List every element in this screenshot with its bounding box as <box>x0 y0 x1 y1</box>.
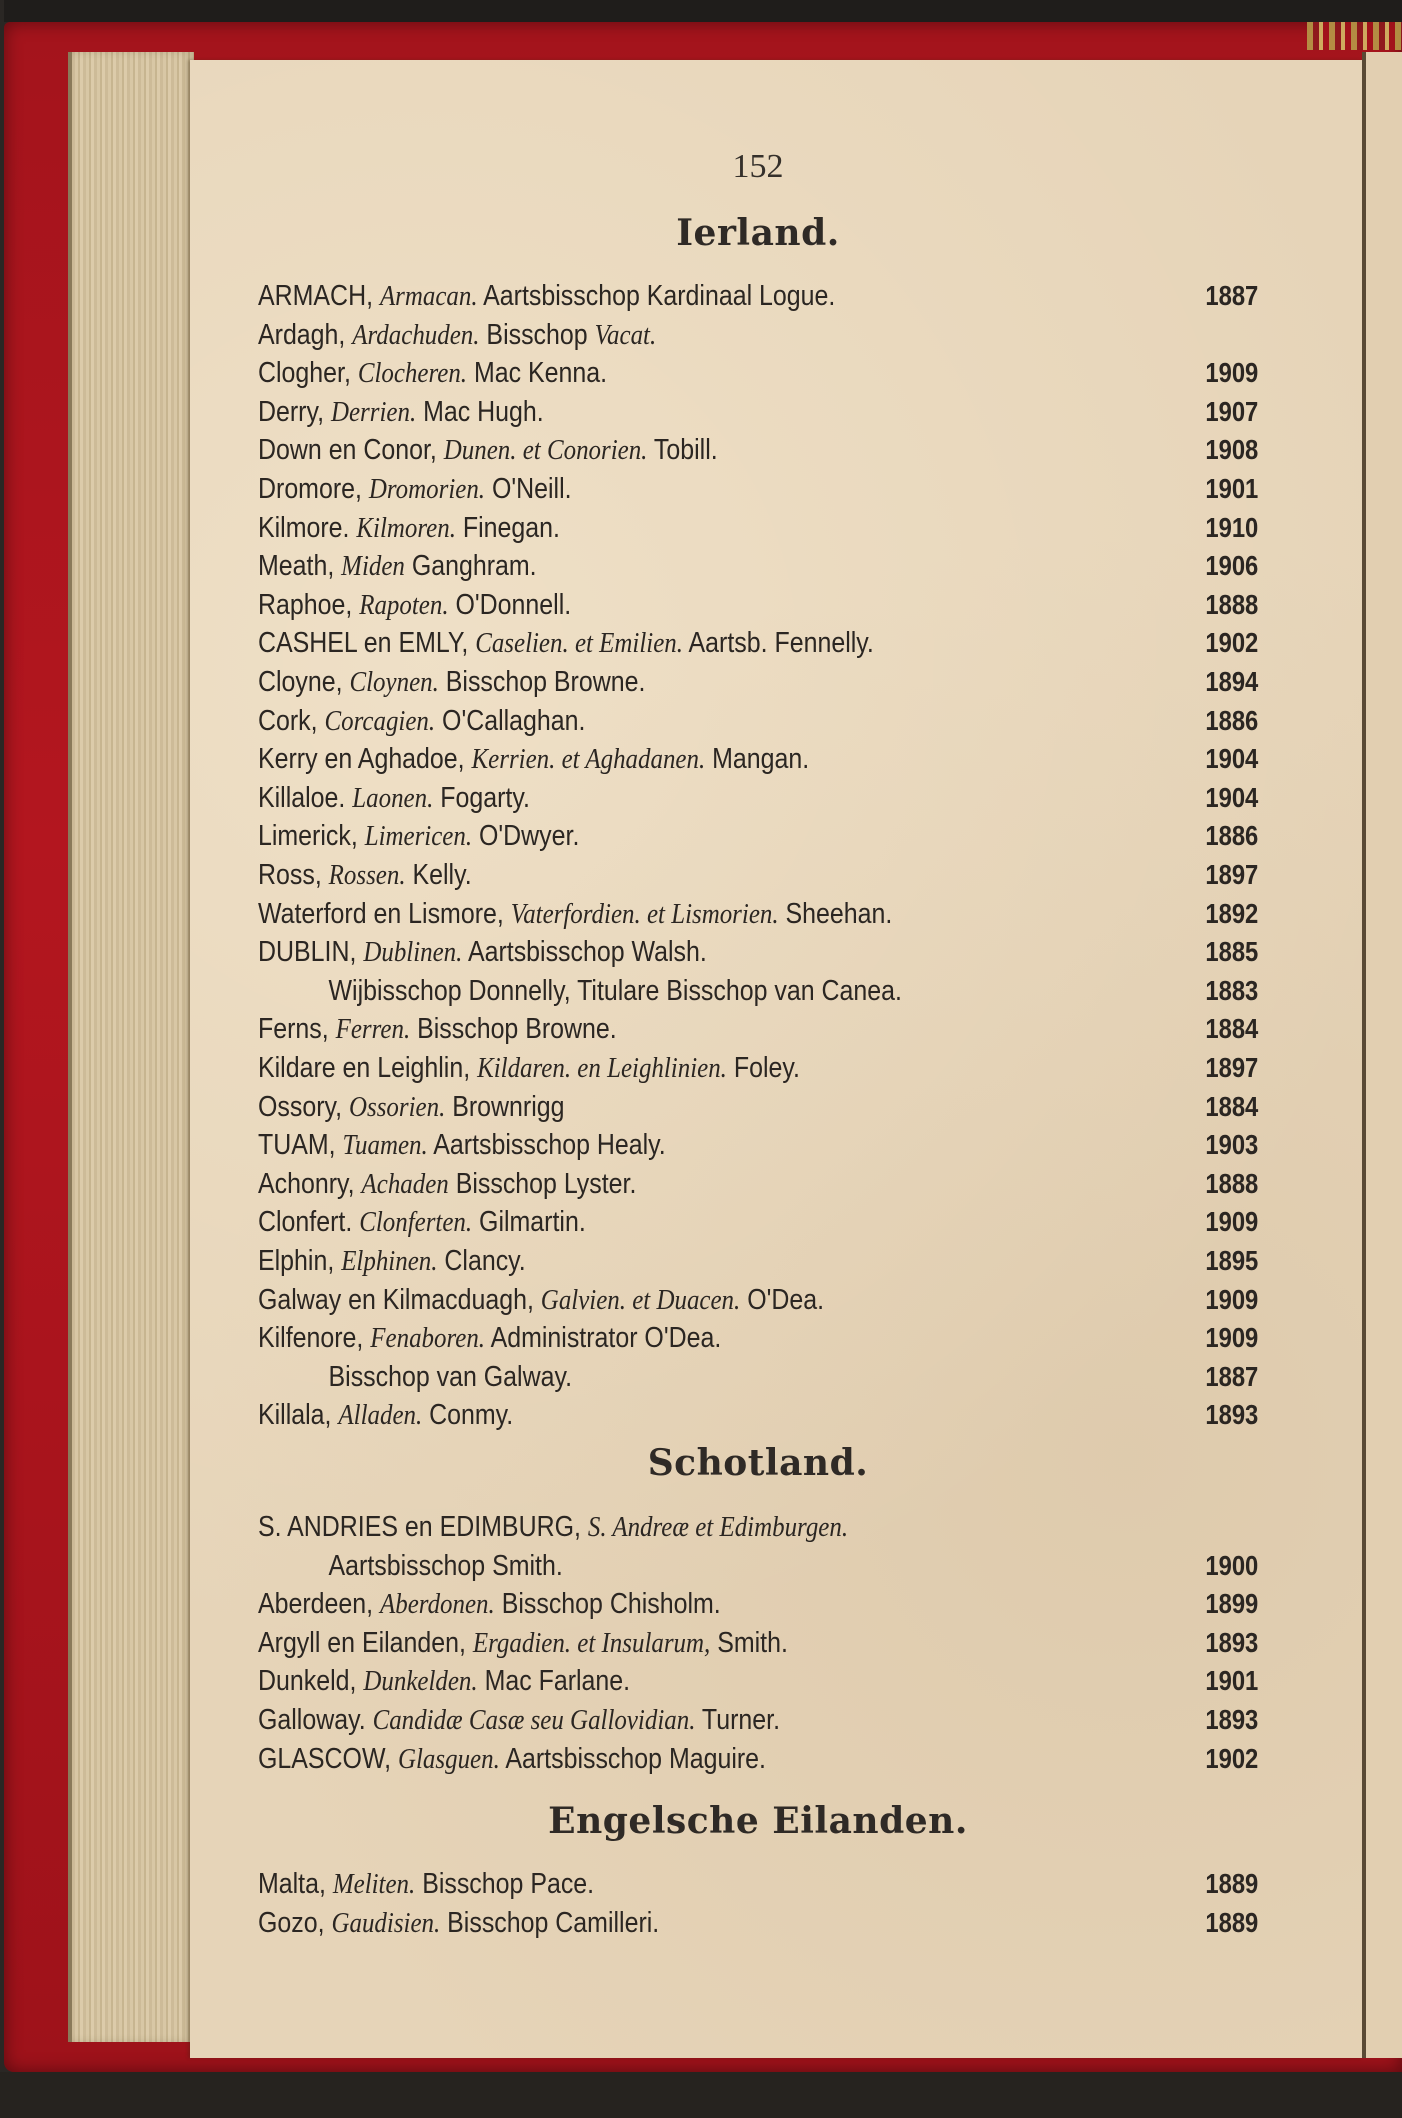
diocese-entry <box>258 1088 1258 1126</box>
entry-text <box>258 740 809 778</box>
entry-text <box>258 1319 721 1357</box>
latin-name: Candidæ Casæ seu Gallovidian. <box>372 1704 696 1736</box>
appointment-year: 1884 <box>1205 1013 1258 1045</box>
latin-name: Derrien. <box>330 395 417 428</box>
diocese-name: Ross, <box>258 859 329 891</box>
entry-text <box>258 1662 630 1700</box>
bishop-name: Tobill. <box>647 434 718 467</box>
latin-name: Ergadien. et Insularum, <box>472 1626 711 1659</box>
diocese-entry <box>258 1547 1258 1585</box>
entry-text <box>258 1396 513 1434</box>
latin-name: Caselien. et Emilien. <box>475 627 683 660</box>
diocese-name: Wijbisschop Donnelly, Titulare Bisschop van Canea. <box>328 974 902 1007</box>
appointment-year: 1899 <box>1205 1588 1258 1620</box>
entry-text <box>258 1865 594 1903</box>
latin-name: Rapoten. <box>359 588 449 621</box>
bishop-name: Clancy. <box>437 1245 526 1277</box>
diocese-name: ARMACH, <box>258 280 380 312</box>
diocese-entry <box>258 1165 1258 1203</box>
bishop-name: Aartsbisschop Kardinaal Logue. <box>477 280 836 312</box>
appointment-year: 1884 <box>1205 1090 1258 1122</box>
bishop-name: O'Donnell. <box>448 588 572 621</box>
diocese-entry <box>258 1319 1258 1357</box>
entry-text <box>258 817 579 855</box>
diocese-entry <box>258 1740 1258 1778</box>
latin-name: Ossorien. <box>348 1090 446 1123</box>
latin-name: Corcagien. <box>324 704 436 737</box>
diocese-name: S. ANDRIES en EDIMBURG, <box>258 1511 588 1543</box>
diocese-entry <box>258 1701 1258 1739</box>
bishop-name: Bisschop Camilleri. <box>440 1906 660 1939</box>
diocese-entry <box>258 470 1258 508</box>
latin-name: Kerrien. et Aghadanen. <box>471 743 706 776</box>
entry-text <box>258 509 560 547</box>
appointment-year: 1889 <box>1205 1906 1258 1938</box>
appointment-year: 1902 <box>1205 1742 1258 1774</box>
entry-text <box>258 663 645 701</box>
diocese-entry <box>258 740 1258 778</box>
bishop-name: Ganghram. <box>404 550 537 583</box>
latin-name: Armacan. <box>379 280 478 312</box>
bishop-name: Finegan. <box>455 511 560 544</box>
appointment-year: 1910 <box>1205 511 1258 543</box>
appointment-year: 1909 <box>1205 1322 1258 1354</box>
bishop-name: Gilmartin. <box>472 1206 586 1239</box>
diocese-name: Meath, <box>258 550 342 583</box>
appointment-year: 1888 <box>1205 1167 1258 1199</box>
latin-name: Vaterfordien. et Lismorien. <box>510 897 779 930</box>
bishop-name: Bisschop Chisholm. <box>494 1588 721 1621</box>
entry-text <box>258 856 472 894</box>
diocese-name: Derry, <box>258 395 331 428</box>
latin-name: Gaudisien. <box>331 1906 441 1939</box>
bishop-name: O'Dea. <box>740 1283 825 1316</box>
section-title: Ierland. <box>676 212 840 254</box>
bishop-name: Kelly. <box>405 859 472 891</box>
entry-text <box>258 354 607 392</box>
latin-name: Clocheren. <box>357 357 468 390</box>
bishop-name: Bisschop Pace. <box>415 1868 595 1900</box>
bishop-name: O'Callaghan. <box>435 704 586 737</box>
entry-text <box>258 1242 526 1280</box>
bishop-name: O'Dwyer. <box>472 820 580 853</box>
entry-text <box>258 1358 572 1396</box>
entry-text <box>258 624 874 662</box>
diocese-name: TUAM, <box>258 1129 343 1162</box>
diocese-entry <box>258 1203 1258 1241</box>
entry-text <box>258 1701 780 1739</box>
diocese-entry <box>258 354 1258 392</box>
page-edges <box>68 52 194 2042</box>
section-title: Engelsche Eilanden. <box>548 1800 968 1842</box>
diocese-name: Gozo, <box>258 1906 332 1939</box>
diocese-name: Ossory, <box>258 1090 349 1123</box>
appointment-year: 1893 <box>1205 1626 1258 1658</box>
entry-text <box>258 547 537 585</box>
entry-text <box>258 1585 721 1623</box>
appointment-year: 1906 <box>1205 550 1258 582</box>
appointment-year: 1888 <box>1205 588 1258 620</box>
appointment-year: 1907 <box>1205 395 1258 427</box>
appointment-year: 1883 <box>1205 974 1258 1006</box>
entry-text <box>258 1010 617 1048</box>
bishop-name: Turner. <box>695 1704 781 1736</box>
entry-text <box>258 393 544 431</box>
diocese-entry <box>258 1508 1258 1546</box>
entry-text <box>258 316 656 354</box>
diocese-name: Malta, <box>258 1868 333 1900</box>
latin-name: Meliten. <box>332 1868 416 1900</box>
diocese-entry <box>258 1126 1258 1164</box>
latin-name: Clonferten. <box>359 1206 473 1239</box>
latin-name: Dunen. et Conorien. <box>443 434 648 467</box>
diocese-name: Cloyne, <box>258 666 350 698</box>
appointment-year: 1897 <box>1205 1052 1258 1083</box>
entry-text <box>258 470 572 508</box>
diocese-name: CASHEL en EMLY, <box>258 627 476 660</box>
diocese-entry <box>258 933 1258 971</box>
latin-name: Achaden <box>361 1167 449 1200</box>
appointment-year: 1887 <box>1205 1360 1258 1392</box>
bishop-name: Mangan. <box>705 743 810 776</box>
appointment-year: 1892 <box>1205 897 1258 929</box>
diocese-name: Killaloe. <box>258 781 353 814</box>
bishop-name: Sheehan. <box>778 897 893 930</box>
bishop-name: Aartsbisschop Healy. <box>427 1129 666 1162</box>
entry-text <box>258 702 585 740</box>
entry-text <box>258 1126 666 1164</box>
diocese-name: Limerick, <box>258 820 365 853</box>
latin-name: Laonen. <box>352 781 434 814</box>
diocese-entry <box>258 895 1258 933</box>
diocese-entry <box>258 1049 1258 1087</box>
diocese-entry <box>258 586 1258 624</box>
appointment-year: 1901 <box>1205 1665 1258 1697</box>
entry-text <box>258 1508 848 1546</box>
diocese-name: GLASCOW, <box>258 1742 398 1775</box>
appointment-year: 1908 <box>1205 434 1258 466</box>
entry-text <box>258 895 892 933</box>
diocese-entry <box>258 393 1258 431</box>
diocese-name: Kerry en Aghadoe, <box>258 743 472 776</box>
appointment-year: 1893 <box>1205 1399 1258 1431</box>
bishop-name: Mac Hugh. <box>416 395 544 428</box>
latin-name: Galvien. et Duacen. <box>540 1283 741 1316</box>
bishop-name: Aartsbisschop Maguire. <box>499 1742 766 1775</box>
diocese-entry <box>258 972 1258 1010</box>
diocese-entry <box>258 1585 1258 1623</box>
appointment-year: 1885 <box>1205 936 1258 968</box>
diocese-name: Waterford en Lismore, <box>258 897 511 930</box>
section-title: Schotland. <box>647 1442 869 1484</box>
diocese-name: Achonry, <box>258 1167 362 1200</box>
latin-name: Aberdonen. <box>380 1588 495 1621</box>
background-top <box>4 0 1402 22</box>
diocese-entry <box>258 663 1258 701</box>
latin-name: Dunkelden. <box>363 1665 478 1698</box>
diocese-name: Killala, <box>258 1399 339 1432</box>
appointment-year: 1901 <box>1205 473 1258 504</box>
latin-name: Tuamen. <box>342 1129 428 1162</box>
appointment-year: 1902 <box>1205 627 1258 659</box>
appointment-year: 1904 <box>1205 743 1258 775</box>
latin-name: Cloynen. <box>349 666 439 698</box>
entry-text <box>258 972 902 1010</box>
diocese-name: Aberdeen, <box>258 1588 381 1621</box>
entry-text <box>258 1624 788 1662</box>
diocese-name: Argyll en Eilanden, <box>258 1626 473 1659</box>
bishop-name: Bisschop Lyster. <box>448 1167 637 1200</box>
diocese-name: Elphin, <box>258 1245 342 1277</box>
bishop-name: O'Neill. <box>485 473 572 505</box>
latin-name: Rossen. <box>328 859 406 891</box>
latin-name: Dromorien. <box>368 473 486 505</box>
appointment-year: 1897 <box>1205 859 1258 890</box>
latin-name: Dublinen. <box>363 936 463 969</box>
latin-name: Limericen. <box>364 820 473 853</box>
latin-name: Ferren. <box>335 1013 411 1046</box>
entry-text <box>258 1547 563 1585</box>
diocese-entry <box>258 1242 1258 1280</box>
entry-text <box>258 277 835 315</box>
entry-text <box>258 431 718 469</box>
appointment-year: 1909 <box>1205 357 1258 389</box>
diocese-entry <box>258 702 1258 740</box>
bishop-name: Fogarty. <box>433 781 530 814</box>
appointment-year: 1886 <box>1205 704 1258 736</box>
diocese-name: Clogher, <box>258 357 358 390</box>
diocese-entry <box>258 1396 1258 1434</box>
bishop-name: Bisschop Browne. <box>410 1013 617 1046</box>
entry-text <box>258 1165 636 1203</box>
diocese-entry <box>258 1624 1258 1662</box>
facing-page-edge <box>1366 52 1402 2058</box>
bishop-name: Brownrigg <box>445 1090 565 1123</box>
diocese-entry <box>258 316 1258 354</box>
appointment-year: 1894 <box>1205 666 1258 697</box>
diocese-name: Cork, <box>258 704 325 737</box>
bishop-name: Bisschop <box>479 318 595 351</box>
book-headband <box>1307 22 1402 50</box>
entry-text <box>258 1740 766 1778</box>
appointment-year: 1886 <box>1205 820 1258 852</box>
entry-text <box>258 1904 659 1942</box>
bishop-name: Smith. <box>710 1626 788 1659</box>
bishop-name: Aartsbisschop Walsh. <box>462 936 707 969</box>
diocese-name: Aartsbisschop Smith. <box>328 1549 563 1582</box>
diocese-name: DUBLIN, <box>258 936 364 969</box>
entry-text <box>258 1281 824 1319</box>
diocese-name: Galway en Kilmacduagh, <box>258 1283 541 1316</box>
diocese-name: Galloway. <box>258 1704 373 1736</box>
bishop-name: Bisschop Browne. <box>438 666 646 698</box>
diocese-entry <box>258 1904 1258 1942</box>
diocese-entry <box>258 1865 1258 1903</box>
latin-note: Vacat. <box>594 318 657 351</box>
appointment-year: 1887 <box>1205 280 1258 311</box>
diocese-entry <box>258 509 1258 547</box>
background-bottom <box>0 2072 1402 2118</box>
latin-name: Alladen. <box>338 1399 423 1432</box>
latin-name: Ardachuden. <box>352 318 480 351</box>
diocese-entry <box>258 817 1258 855</box>
bishop-name: Mac Kenna. <box>467 357 608 390</box>
diocese-name: Ardagh, <box>258 318 353 351</box>
appointment-year: 1895 <box>1205 1245 1258 1276</box>
appointment-year: 1904 <box>1205 781 1258 813</box>
appointment-year: 1909 <box>1205 1283 1258 1315</box>
bishop-name: Aartsb. Fennelly. <box>682 627 874 660</box>
diocese-name: Bisschop van Galway. <box>328 1360 573 1393</box>
latin-name: Kildaren. en Leighlinien. <box>477 1052 727 1084</box>
diocese-name: Kildare en Leighlin, <box>258 1052 478 1084</box>
latin-name: Elphinen. <box>341 1245 438 1277</box>
entry-text <box>258 933 707 971</box>
diocese-entry <box>258 1010 1258 1048</box>
diocese-name: Ferns, <box>258 1013 336 1046</box>
entry-text <box>258 1088 565 1126</box>
diocese-name: Dromore, <box>258 473 369 505</box>
latin-name: Miden <box>341 550 405 583</box>
diocese-entry <box>258 624 1258 662</box>
diocese-name: Dunkeld, <box>258 1665 364 1698</box>
latin-name: Glasguen. <box>397 1742 500 1775</box>
latin-name: Fenaboren. <box>370 1322 486 1355</box>
bishop-name: Administrator O'Dea. <box>485 1322 722 1355</box>
bishop-name: Mac Farlane. <box>477 1665 631 1698</box>
page-number: 152 <box>732 148 784 185</box>
bishop-name: Conmy. <box>422 1399 514 1432</box>
entry-text <box>258 1049 800 1087</box>
bishop-name: Foley. <box>726 1052 800 1084</box>
diocese-entry <box>258 277 1258 315</box>
diocese-name: Clonfert. <box>258 1206 360 1239</box>
diocese-name: Kilmore. <box>258 511 357 544</box>
appointment-year: 1903 <box>1205 1129 1258 1161</box>
diocese-name: Kilfenore, <box>258 1322 371 1355</box>
diocese-entry <box>258 1662 1258 1700</box>
appointment-year: 1893 <box>1205 1704 1258 1735</box>
diocese-entry <box>258 1358 1258 1396</box>
latin-name: S. Andreæ et Edimburgen. <box>587 1511 849 1543</box>
diocese-entry <box>258 431 1258 469</box>
diocese-entry <box>258 547 1258 585</box>
diocese-name: Raphoe, <box>258 588 360 621</box>
appointment-year: 1900 <box>1205 1549 1258 1581</box>
entry-text <box>258 1203 586 1241</box>
diocese-name: Down en Conor, <box>258 434 444 467</box>
latin-name: Kilmoren. <box>356 511 456 544</box>
diocese-entry <box>258 856 1258 894</box>
entry-text <box>258 586 571 624</box>
appointment-year: 1889 <box>1205 1868 1258 1899</box>
diocese-entry <box>258 779 1258 817</box>
appointment-year: 1909 <box>1205 1206 1258 1238</box>
diocese-entry <box>258 1281 1258 1319</box>
entry-text <box>258 779 530 817</box>
